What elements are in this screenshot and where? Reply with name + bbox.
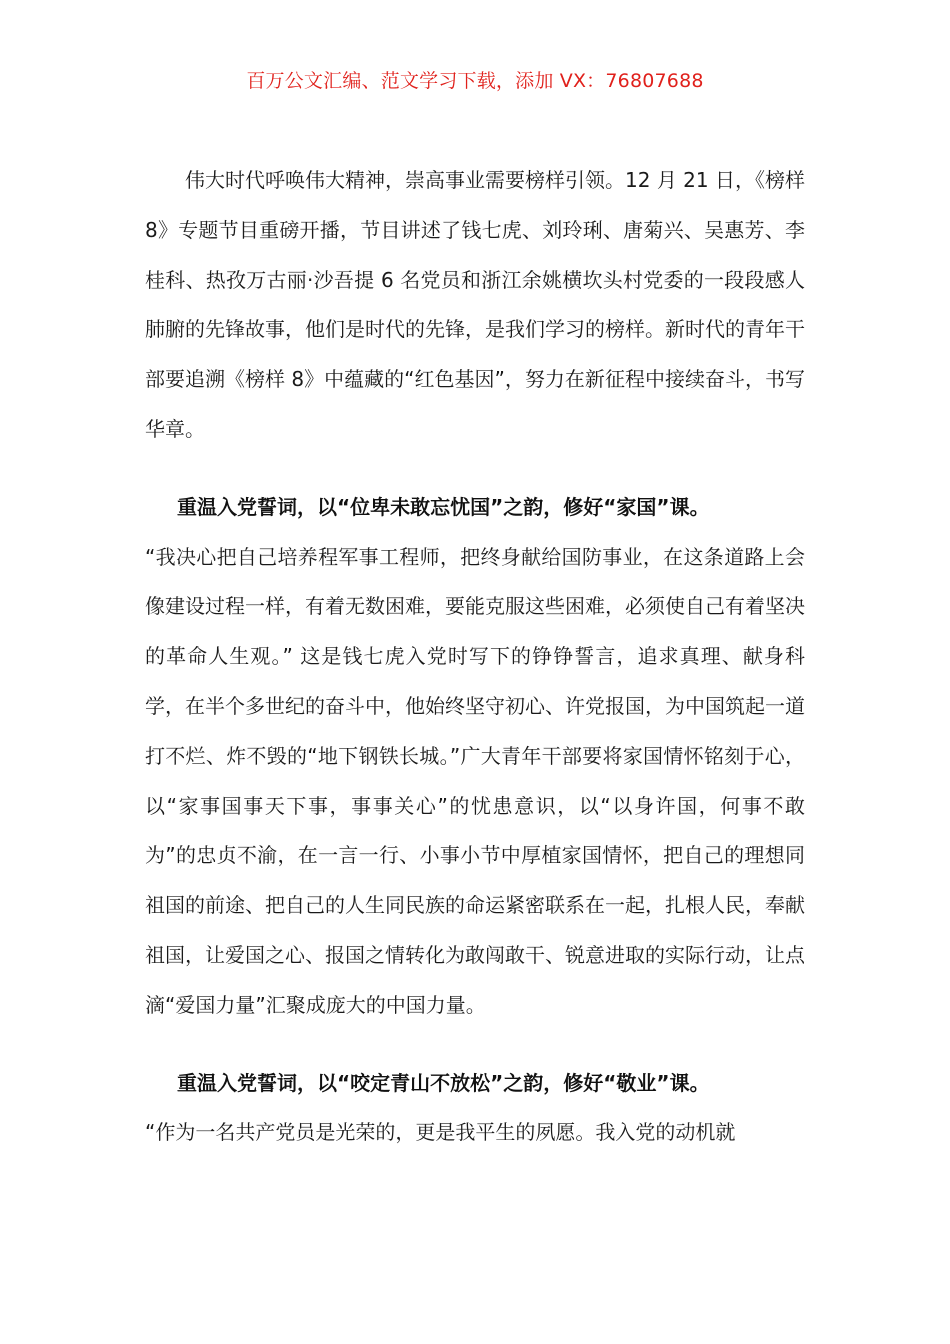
section-body-1: “我决心把自己培养程军事工程师，把终身献给国防事业，在这条道路上会像建设过程一样，有着无数困难，要能克服这些困难，必须使自己有着坚决的革命人生观。” 这是钱七虎入党时写下的铮铮誓言，追求真理、献身科学，在半个多世纪的奋斗中，他始终坚守初心、许党报国，为中国筑起一道打不烂、炸不毁的“地下钢铁长城。”广大青年干部要将家国情怀铭刻于心，以“家事国事天下事，事事关心”的忧患意识，以“以身许国，何事不敢为”的忠贞不渝，在一言一行、小事小节中厚植家国情怀，把自己的理想同祖国的前途、把自己的人生同民族的命运紧密联系在一起，扎根人民，奉献祖国，让爱国之心、报国之情转化为敢闯敢干、锐意进取的实际行动，让点滴“爱国力量”汇聚成庞大的中国力量。 [145,544,805,1017]
intro-paragraph: 伟大时代呼唤伟大精神，崇高事业需要榜样引领。12 月 21 日，《榜样 8》专题节目重磅开播，节目讲述了钱七虎、刘玲琍、唐菊兴、吴惠芳、李桂科、热孜万古丽·沙吾提 6 名党员和浙江余姚横坎头村党委的一段段感人肺腑的先锋故事，他们是时代的先锋，是我们学习的榜样。新时代的青年干部要追溯《榜样 8》中蕴藏的“红色基因”，努力在新征程中接续奋斗，书写华章。 [145,168,805,441]
section-heading-1: 重温入党誓词，以“位卑未敢忘忧国”之韵，修好“家国”课。 [177,494,710,519]
section-body-2: “作为一名共产党员是光荣的，更是我平生的夙愿。我入党的动机就 [145,1120,736,1145]
document-body [145,156,805,1158]
section-heading-2: 重温入党誓词，以“咬定青山不放松”之韵，修好“敬业”课。 [177,1070,710,1095]
header-note: 百万公文汇编、范文学习下载，添加 VX：76807688 [246,70,704,92]
